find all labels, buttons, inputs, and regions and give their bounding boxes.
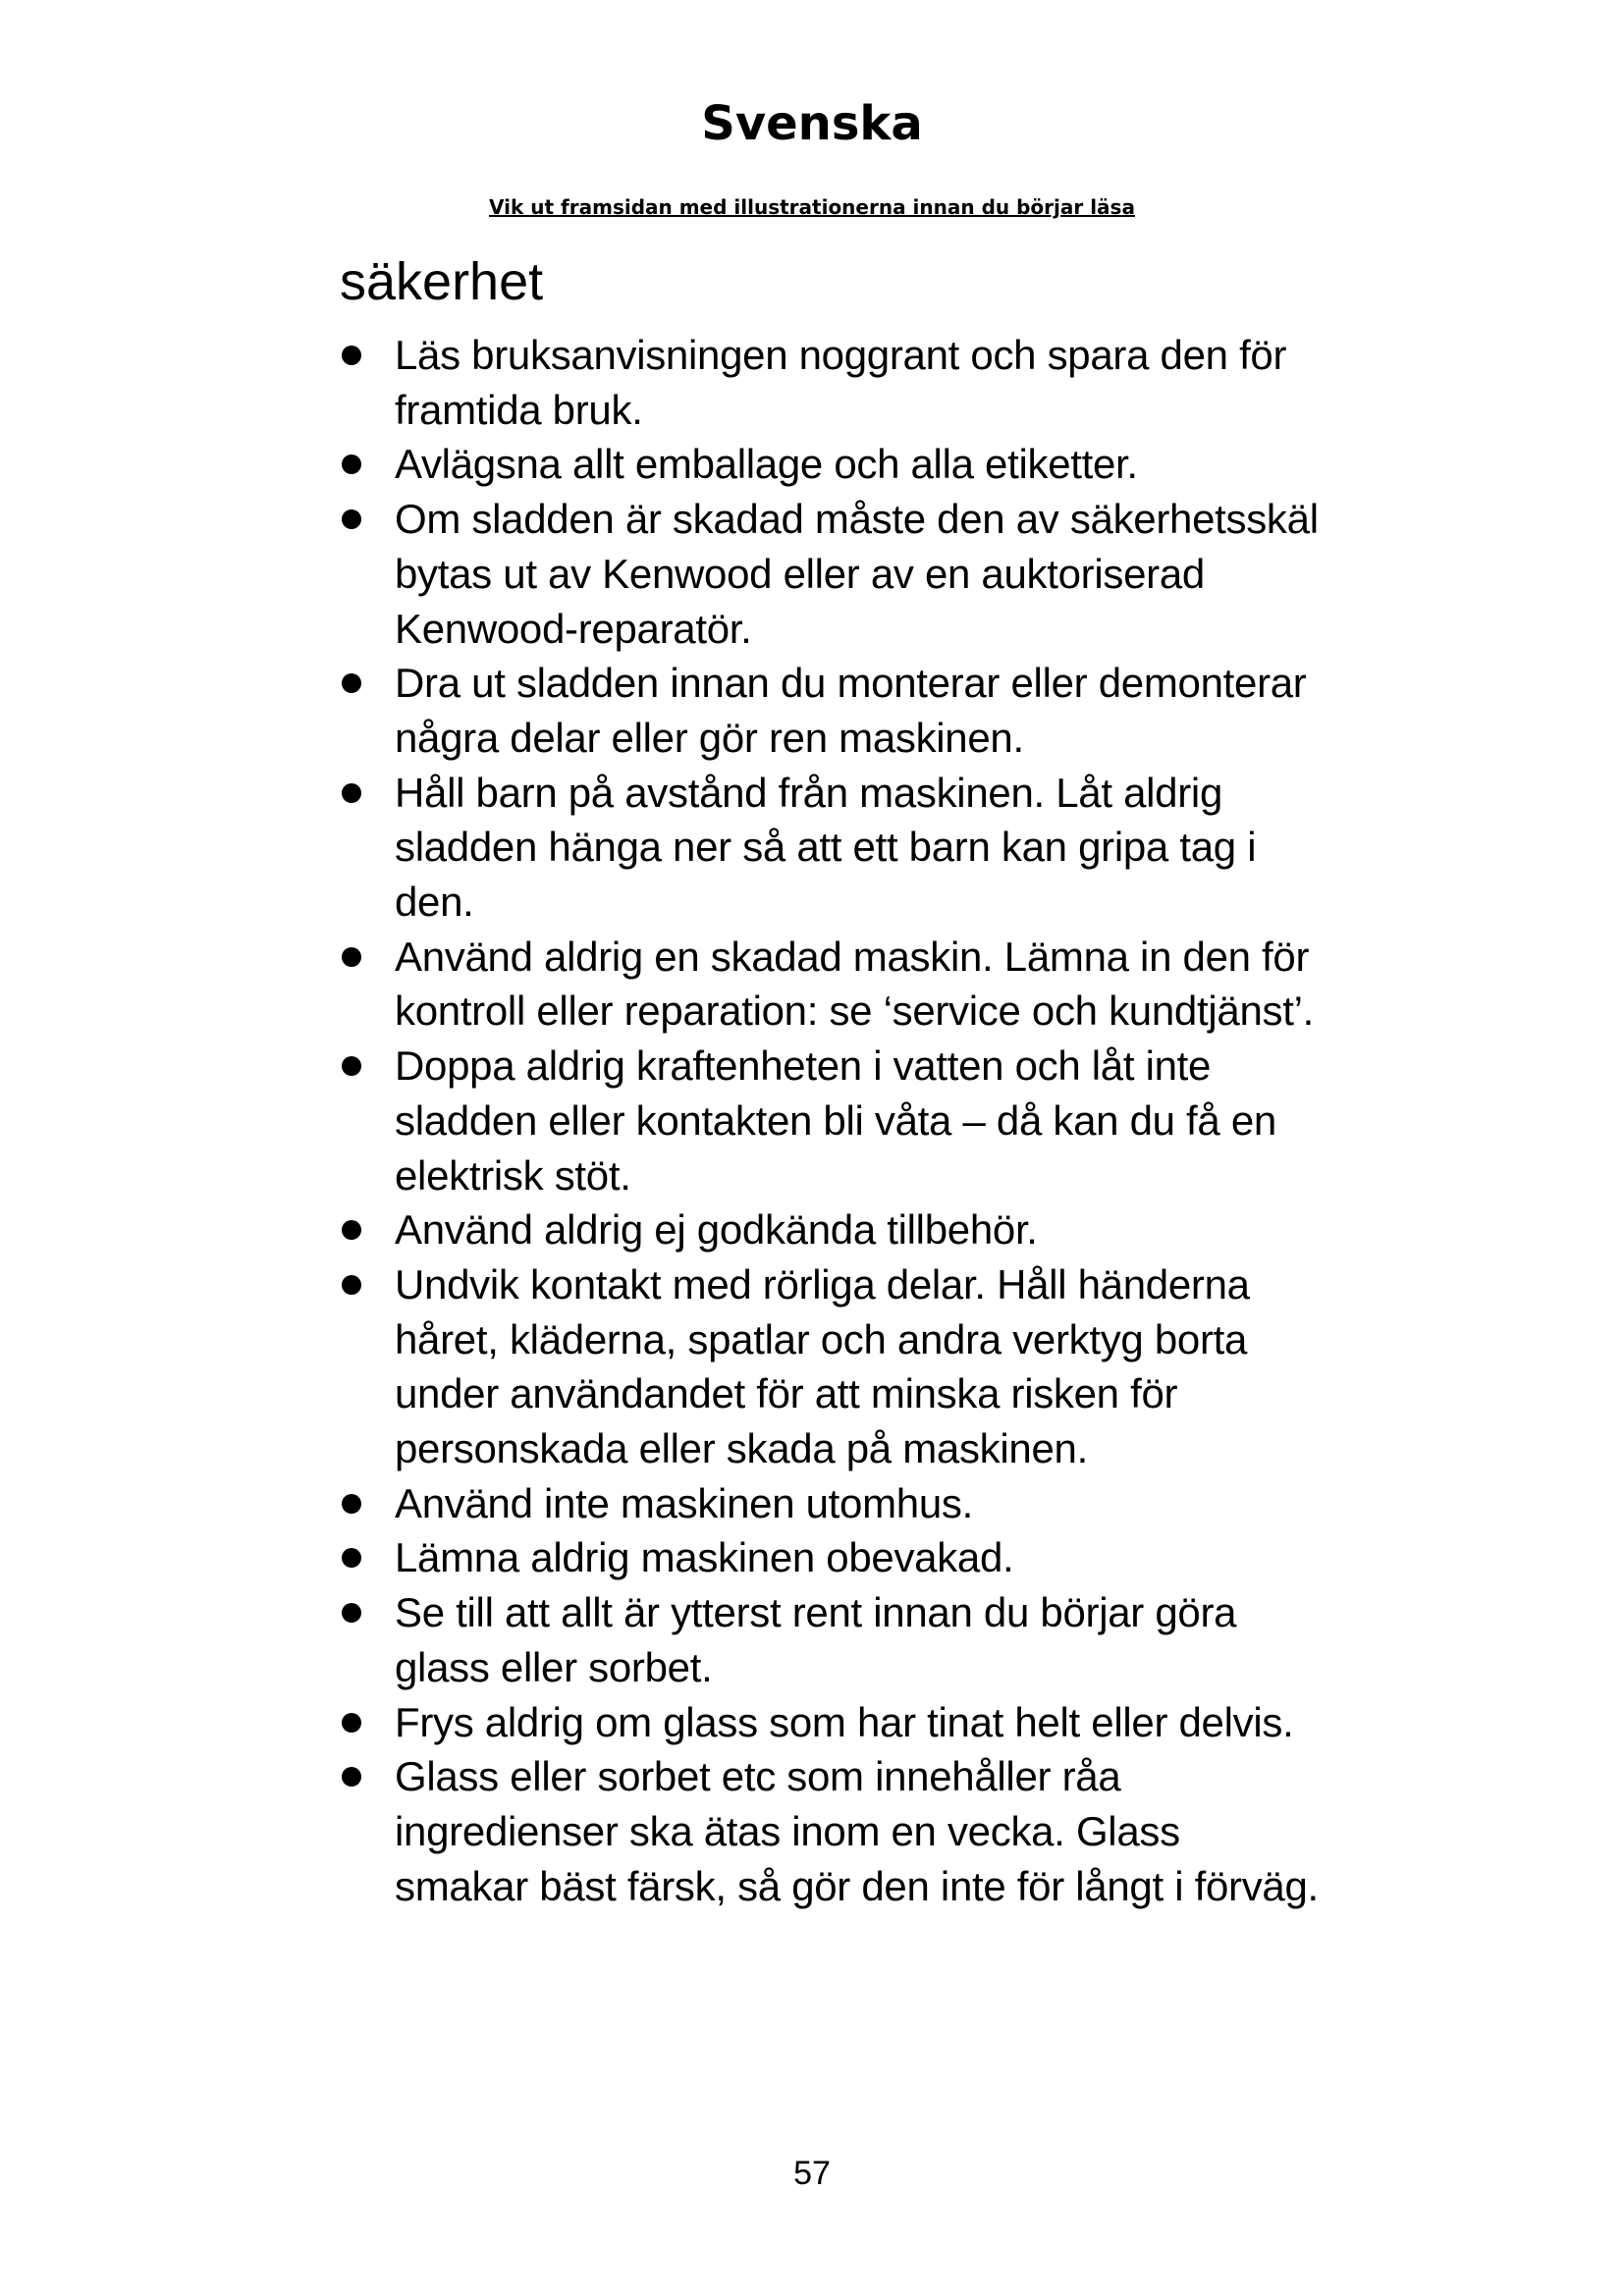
page-number: 57 xyxy=(793,2155,831,2192)
bullet-icon xyxy=(342,1056,361,1076)
bullet-icon xyxy=(342,1603,361,1623)
list-item xyxy=(340,437,1322,492)
list-item xyxy=(340,1695,1322,1750)
bullet-icon xyxy=(342,509,361,529)
page-subtitle: Vik ut framsidan med illustrationerna innan du börjar läsa xyxy=(489,195,1135,219)
list-item-text: Avlägsna allt emballage och alla etiketter. xyxy=(395,441,1138,488)
list-item-text: Glass eller sorbet etc som innehåller råa ingredienser ska ätas inom en vecka. Glass smakar bäst färsk, så gör den inte för långt i förväg. xyxy=(395,1753,1319,1909)
list-item xyxy=(340,1530,1322,1585)
list-item xyxy=(340,1585,1322,1694)
bullet-icon xyxy=(342,1713,361,1733)
bullet-icon xyxy=(342,673,361,693)
list-item-text: Frys aldrig om glass som har tinat helt eller delvis. xyxy=(395,1698,1294,1745)
section-heading: säkerhet xyxy=(340,252,544,311)
list-item xyxy=(340,1749,1322,1913)
list-item-text: Om sladden är skadad måste den av säkerhetsskäl bytas ut av Kenwood eller av en auktoriserad Kenwood-reparatör. xyxy=(395,496,1319,652)
list-item-text: Undvik kontakt med rörliga delar. Håll händerna håret, kläderna, spatlar och andra verktyg borta under användandet för att minska risken för personskada eller skada på maskinen. xyxy=(395,1260,1250,1472)
list-item xyxy=(340,1257,1322,1476)
bullet-icon xyxy=(342,1220,361,1240)
list-item xyxy=(340,492,1322,656)
list-item xyxy=(340,1039,1322,1202)
bullet-icon xyxy=(342,1275,361,1295)
safety-list xyxy=(340,328,1322,1913)
list-item-text: Doppa aldrig kraftenheten i vatten och låt inte sladden eller kontakten bli våta – då kan du få en elektrisk stöt. xyxy=(395,1042,1276,1199)
list-item-text: Använd inte maskinen utomhus. xyxy=(395,1479,973,1526)
list-item xyxy=(340,1476,1322,1531)
list-item xyxy=(340,1202,1322,1257)
list-item-text: Använd aldrig en skadad maskin. Lämna in den för kontroll eller reparation: se ‘service och kundtjänst’. xyxy=(395,933,1314,1035)
list-item-text: Se till att allt är ytterst rent innan du börjar göra glass eller sorbet. xyxy=(395,1589,1237,1690)
bullet-icon xyxy=(342,1548,361,1568)
list-item xyxy=(340,328,1322,437)
bullet-icon xyxy=(342,947,361,967)
list-item xyxy=(340,930,1322,1039)
bullet-icon xyxy=(342,1767,361,1787)
bullet-icon xyxy=(342,1494,361,1514)
list-item-text: Läs bruksanvisningen noggrant och spara den för framtida bruk. xyxy=(395,332,1287,433)
list-item xyxy=(340,766,1322,930)
list-item-text: Lämna aldrig maskinen obevakad. xyxy=(395,1534,1014,1581)
list-item xyxy=(340,656,1322,765)
list-item-text: Använd aldrig ej godkända tillbehör. xyxy=(395,1206,1038,1254)
list-item-text: Håll barn på avstånd från maskinen. Låt aldrig sladden hänga ner så att ett barn kan gripa tag i den. xyxy=(395,769,1257,926)
bullet-icon xyxy=(342,454,361,474)
bullet-icon xyxy=(342,346,361,365)
bullet-icon xyxy=(342,783,361,803)
page-title: Svenska xyxy=(701,96,923,151)
list-item-text: Dra ut sladden innan du monterar eller demonterar några delar eller gör ren maskinen. xyxy=(395,660,1307,761)
